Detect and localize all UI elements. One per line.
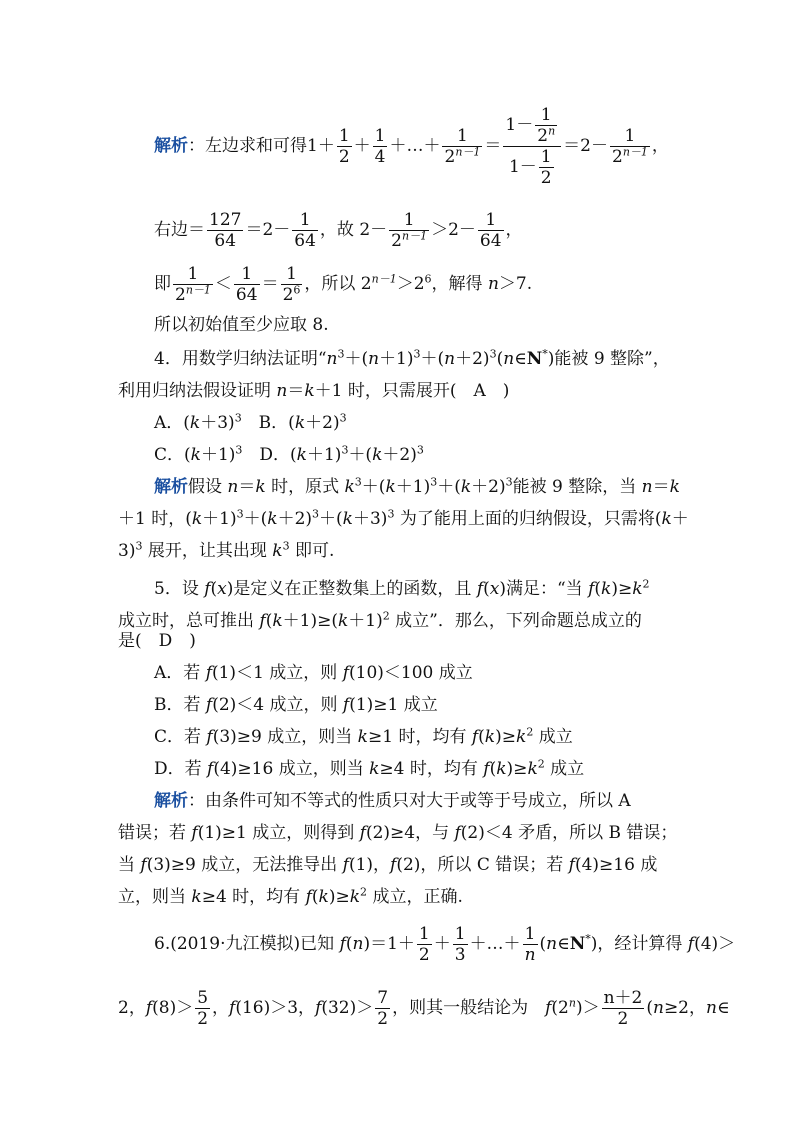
analysis-label: 解析 [154, 136, 188, 156]
analysis-1-line: 解析：左边求和可得1＋ $\frac{1}{2}$ ＋ $\frac{1}{4}$ ＋…＋ $\frac{1}{2^{n-1}}$ ＝ 1－ $\frac{1}{2^n}$ 1－ $\frac{1}{2}$ ＝2－ $\frac{1}{2^{n-1}}$ ， [154, 105, 669, 188]
fraction: $\frac{1}{2^{n-1}}$ [444, 126, 481, 167]
conclusion-line: 所以初始值至少应取 8. [154, 315, 329, 335]
question-5-analysis-line-3: 当 f(3)≥9 成立，无法推导出 f(1)，f(2)，所以 C 错误；若 f(4)≥16 成 [118, 855, 658, 875]
analysis-label: 解析 [154, 791, 188, 811]
question-5-analysis-line-1: 解析：由条件可知不等式的性质只对大于或等于号成立，所以 A [154, 791, 631, 811]
compound-fraction: 1－ $\frac{1}{2^n}$ 1－ $\frac{1}{2}$ [503, 105, 561, 188]
question-5-line-1: 5．设 f(x)是定义在正整数集上的函数，且 f(x)满足：“当 $f(k)\ge k^2$ [154, 577, 650, 599]
fraction: $\frac{1}{3}$ [454, 924, 466, 965]
fraction: $\frac{1}{64}$ [479, 210, 502, 251]
question-5-analysis-line-4: 立，则当 k≥4 时，均有 $f(k)\ge k^2$ 成立，正确. [118, 885, 463, 907]
question-4-line-1: 4．用数学归纳法证明“$n^3+(n+1)^3+(n+2)^3(n\in N^*)$能被 9 整除”， [154, 347, 670, 369]
question-5-analysis-line-2: 错误；若 f(1)≥1 成立，则得到 f(2)≥4，与 f(2)＜4 矛盾，所以 B 错误； [118, 823, 678, 843]
question-4-analysis-line-2: ＋1 时，$(k+1)^3+(k+2)^3+(k+3)^3$ 为了能用上面的归纳假设，只需将(k＋ [118, 507, 689, 529]
question-5-option-b: B．若 f(2)＜4 成立，则 f(1)≥1 成立 [154, 695, 438, 715]
fraction: $\frac{1}{2^{n-1}}$ [611, 126, 648, 167]
right-side-line: 右边＝ $\frac{127}{64}$ ＝2－ $\frac{1}{64}$ ，故 2－ $\frac{1}{2^{n-1}}$ ＞2－ $\frac{1}{64}$ ， [154, 210, 523, 251]
question-5-option-d: D．若 f(4)≥16 成立，则当 k≥4 时，均有 $f(k)\ge k^2$ 成立 [154, 757, 585, 779]
question-5-line-2: 成立时，总可推出 $f(k+1)\ge(k+1)^2$ 成立”．那么，下列命题总成立的 [118, 609, 642, 631]
fraction: $\frac{1}{2^{n-1}}$ [175, 264, 211, 305]
fraction: $\frac{1}{2}$ [338, 126, 350, 167]
therefore-line: 即 $\frac{1}{2^{n-1}}$ ＜ $\frac{1}{64}$ ＝ $\frac{1}{2^6}$ ，所以 $2^{n-1}>2^6$，解得 n＞7. [154, 264, 533, 305]
question-4-line-2: 利用归纳法假设证明 n＝k＋1 时，只需展开( A ) [118, 381, 510, 401]
analysis-label: 解析 [154, 477, 188, 497]
question-5-option-a: A．若 f(1)＜1 成立，则 f(10)＜100 成立 [154, 663, 473, 683]
fraction: $\frac{1}{64}$ [235, 264, 258, 305]
question-6-line-1: 6.(2019·九江模拟)已知 f(n)＝1＋ $\frac{1}{2}$ ＋ $\frac{1}{3}$ ＋…＋ $\frac{1}{n}$ (n∈N*)，经计算得 f(4)＞ [154, 924, 736, 965]
question-4-options-ab: A．$(k+3)^3$ B．$(k+2)^3$ [154, 411, 347, 433]
question-4-options-cd: C．$(k+1)^3$ D．$(k+1)^3+(k+2)^3$ [154, 443, 424, 465]
question-6-line-2: 2，f(8)＞ $\frac{5}{2}$ ，f(16)＞3，f(32)＞ $\frac{7}{2}$ ，则其一般结论为 $f(2^n)>$ $\frac{n+2}{2}$ (n≥2，n∈ [118, 988, 730, 1029]
fraction: $\frac{1}{2}$ [418, 924, 430, 965]
question-4-analysis-line-3: 3)$^3$ 展开，让其出现 $k^3$ 即可. [118, 539, 335, 561]
question-4-analysis-line-1: 解析假设 n＝k 时，原式 $k^3+(k+1)^3+(k+2)^3$能被 9 整除，当 n＝k [154, 475, 680, 497]
fraction: $\frac{1}{2^{n-1}}$ [391, 210, 428, 251]
question-5-line-3: 是( D ) [118, 631, 196, 651]
fraction: $\frac{5}{2}$ [197, 988, 209, 1029]
fraction: $\frac{1}{64}$ [294, 210, 316, 251]
fraction: $\frac{1}{2^6}$ [282, 264, 301, 305]
question-5-option-c: C．若 f(3)≥9 成立，则当 k≥1 时，均有 $f(k)\ge k^2$ 成立 [154, 725, 573, 747]
fraction: $\frac{n+2}{2}$ [603, 988, 643, 1029]
fraction: $\frac{1}{n}$ [524, 924, 536, 965]
fraction: $\frac{127}{64}$ [209, 210, 242, 251]
fraction: $\frac{7}{2}$ [377, 988, 389, 1029]
fraction: $\frac{1}{4}$ [374, 126, 386, 167]
